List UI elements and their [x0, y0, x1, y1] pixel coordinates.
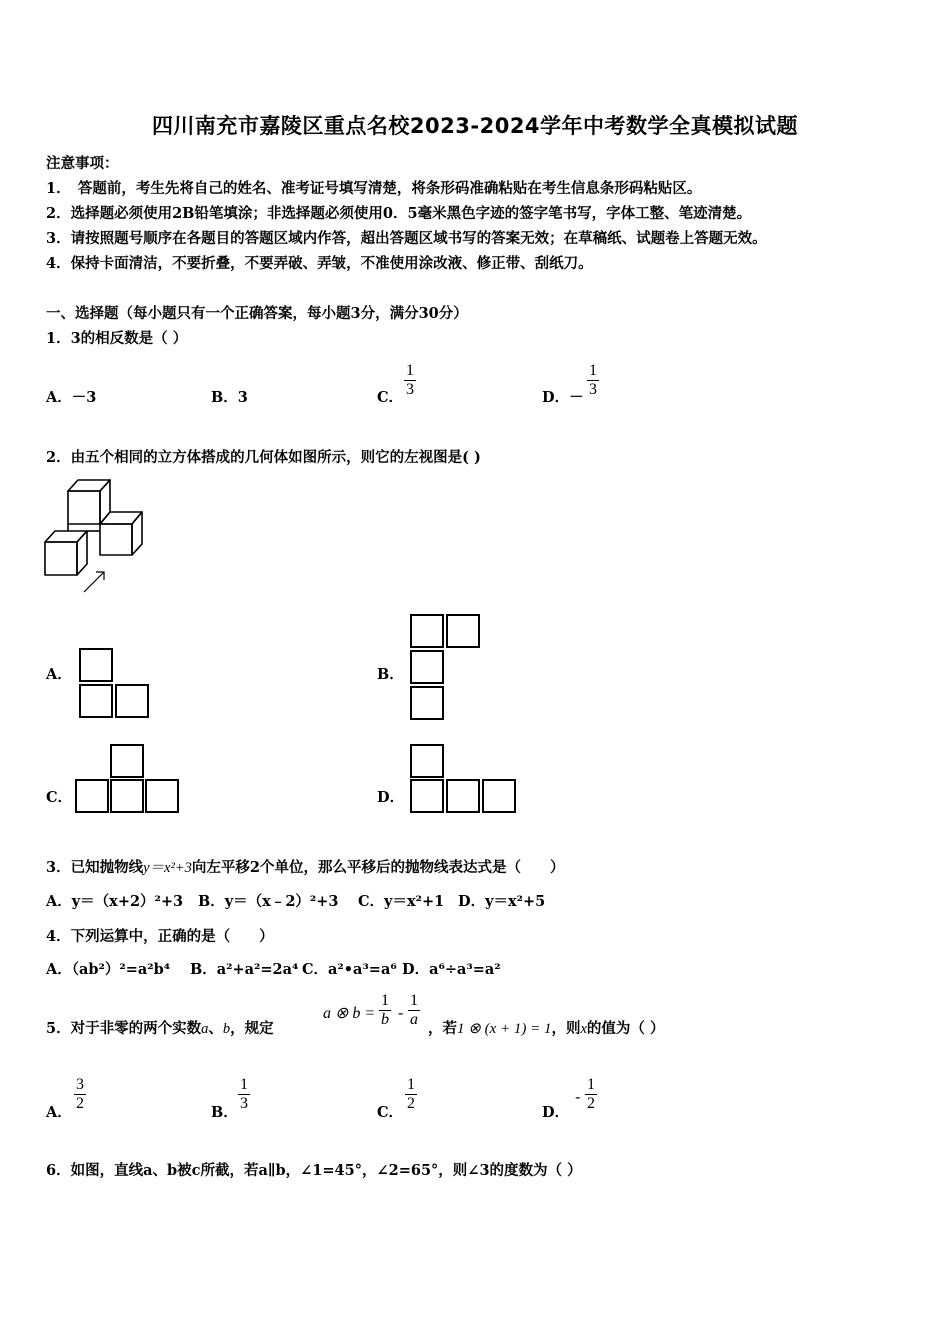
q1-c-numerator: 1	[406, 362, 414, 379]
q5-a-fraction	[74, 1076, 86, 1113]
section-heading: 一、选择题（每小题只有一个正确答案，每小题3分，满分30分）	[46, 305, 468, 322]
q5-def-fraction-1	[379, 992, 391, 1029]
q1-c-denominator: 3	[406, 381, 414, 398]
square	[79, 648, 113, 682]
square	[110, 744, 144, 778]
q1-option-a: A．－3	[46, 389, 97, 406]
q5-def-num-2: 1	[410, 992, 418, 1009]
q5-option-b: B．	[211, 1104, 238, 1121]
q5-def-num-1: 1	[381, 992, 389, 1009]
q1-stem: 1．3的相反数是（ ）	[46, 330, 188, 347]
q4-option-a: A．（ab²）²=a²b⁴	[46, 961, 171, 978]
q5-b-denominator: 3	[240, 1095, 248, 1112]
q5-def-den-2: a	[410, 1011, 418, 1028]
q5-stem-end	[428, 1017, 664, 1038]
q5-minus: -	[398, 1003, 404, 1022]
notice-item-3: 3．请按照题号顺序在各题目的答题区域内作答，超出答题区域书写的答案无效；在草稿纸、试题卷上答题无效。	[46, 230, 767, 247]
q2-option-b: B．	[377, 666, 404, 683]
q3-expression: y＝x²+3	[143, 860, 192, 876]
q1-option-d: D．－	[542, 389, 584, 406]
q2-option-c: C．	[46, 789, 73, 806]
q4-option-b: B．a²+a²=2a⁴	[190, 961, 299, 978]
q4-option-d: D．a⁶÷a³=a²	[402, 961, 501, 978]
q5-option-a: A．	[46, 1104, 72, 1121]
q5-b-numerator: 1	[240, 1076, 248, 1093]
q3-option-a: A．y＝（x+2）²+3	[46, 893, 184, 910]
q5-stem-start	[46, 1017, 274, 1038]
q1-d-denominator: 3	[589, 381, 597, 398]
square	[446, 614, 480, 648]
q5-c-denominator: 2	[407, 1095, 415, 1112]
q5-cond-post: ，则	[551, 1020, 581, 1037]
q5-var-a: a	[201, 1021, 209, 1037]
square	[410, 744, 444, 778]
notice-item-4: 4．保持卡面清洁，不要折叠，不要弄破、弄皱，不准使用涂改液、修正带、刮纸刀。	[46, 255, 593, 272]
q5-stem-tail: 的值为（ ）	[586, 1020, 665, 1037]
square	[410, 686, 444, 720]
q5-stem-mid: ，规定	[230, 1020, 274, 1037]
q5-option-d: D．	[542, 1104, 570, 1121]
notice-heading: 注意事项：	[46, 155, 119, 172]
q3-stem	[46, 856, 564, 877]
q5-var-x: x	[580, 1021, 587, 1037]
square	[482, 779, 516, 813]
q5-a-numerator: 3	[76, 1076, 84, 1093]
q2-stem: 2．由五个相同的立方体搭成的几何体如图所示，则它的左视图是( )	[46, 449, 481, 466]
square	[410, 650, 444, 684]
notice-item-2: 2．选择题必须使用2B铅笔填涂；非选择题必须使用0．5毫米黑色字迹的签字笔书写，字体工整、笔迹清楚。	[46, 205, 752, 222]
square	[75, 779, 109, 813]
q5-option-c: C．	[377, 1104, 404, 1121]
q2-option-a: A．	[46, 666, 72, 683]
square	[79, 684, 113, 718]
q5-d-sign: -	[575, 1087, 581, 1106]
q1-option-b: B．3	[211, 389, 248, 406]
square	[115, 684, 149, 718]
q5-d-fraction	[585, 1076, 597, 1113]
q3-stem-post: 向左平移2个单位，那么平移后的抛物线表达式是（ ）	[191, 859, 565, 876]
q1-d-numerator: 1	[589, 362, 597, 379]
q5-condition: 1 ⊗ (x + 1) = 1	[457, 1021, 552, 1037]
notice-item-1: 1． 答题前，考生先将自己的姓名、准考证号填写清楚，将条形码准确粘贴在考生信息条形码粘贴区。	[46, 180, 702, 197]
q5-def-den-1: b	[381, 1011, 389, 1028]
q5-var-b: b	[222, 1021, 231, 1037]
q5-definition-lhs: a ⊗ b =	[323, 1005, 376, 1022]
q1-d-fraction	[587, 362, 599, 399]
q1-c-fraction	[404, 362, 416, 399]
q3-option-d: D．y＝x²+5	[458, 893, 546, 910]
q1-option-c: C．	[377, 389, 404, 406]
q5-d-denominator: 2	[587, 1095, 595, 1112]
square	[145, 779, 179, 813]
q5-d-numerator: 1	[587, 1076, 595, 1093]
q5-a-denominator: 2	[76, 1095, 84, 1112]
q5-cond-pre: ，若	[428, 1020, 457, 1037]
square	[446, 779, 480, 813]
square	[410, 614, 444, 648]
q6-stem: 6．如图，直线a、b被c所截，若a∥b，∠1=45°，∠2=65°，则∠3的度数为（ ）	[46, 1162, 582, 1179]
page-title: 四川南充市嘉陵区重点名校2023-2024学年中考数学全真模拟试题	[151, 114, 799, 138]
q3-stem-pre: 3．已知抛物线	[46, 859, 144, 876]
q4-option-c: C．a²•a³=a⁶	[302, 961, 397, 978]
q5-separator: 、	[208, 1020, 223, 1037]
q5-stem-pre: 5．对于非零的两个实数	[46, 1020, 202, 1037]
q4-stem: 4．下列运算中，正确的是（ ）	[46, 928, 274, 945]
q5-b-fraction	[238, 1076, 250, 1113]
q2-solid-figure	[40, 474, 150, 596]
q5-c-numerator: 1	[407, 1076, 415, 1093]
square	[410, 779, 444, 813]
q3-option-c: C．y＝x²+1	[358, 893, 445, 910]
q5-c-fraction	[405, 1076, 417, 1113]
q2-option-d: D．	[377, 789, 405, 806]
square	[110, 779, 144, 813]
q3-option-b: B．y＝（x﹣2）²+3	[198, 893, 339, 910]
q5-def-fraction-2	[408, 992, 420, 1029]
